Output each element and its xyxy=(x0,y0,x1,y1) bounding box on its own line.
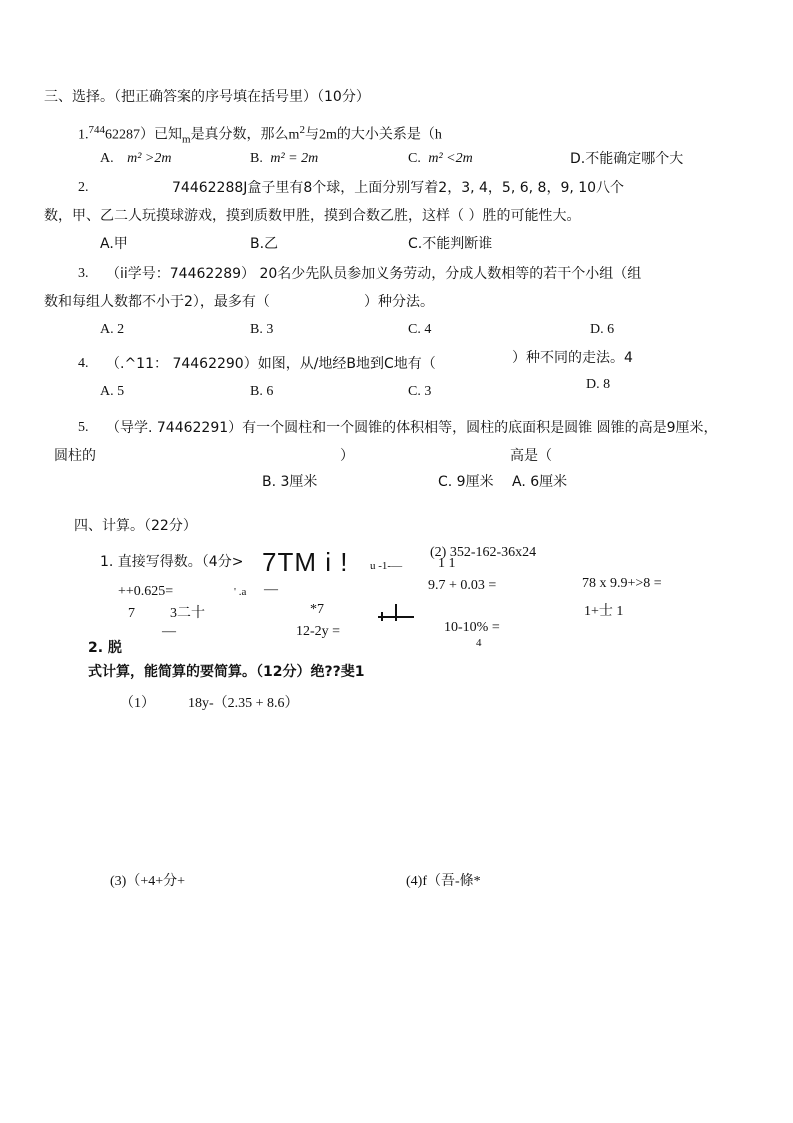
calc-row3-c: 10-10% = xyxy=(444,620,500,635)
q1-sup2: 2 xyxy=(299,124,305,136)
q4-option-b: B. 6 xyxy=(250,384,274,399)
q5-number: 5. xyxy=(78,420,89,435)
calc-row3-tick: 4 xyxy=(476,637,482,649)
q4-option-a: A. 5 xyxy=(100,384,125,399)
part2-instruction: 式计算，能简算的要简算。（12分）绝??斐1 xyxy=(88,664,365,680)
q4-option-d: D. 8 xyxy=(586,377,611,392)
calc-row1-c: — xyxy=(264,582,278,597)
q5-option-a: A. 6厘米 xyxy=(512,474,568,490)
q1-end: 与2m的大小关系是（h xyxy=(304,127,442,143)
q1-rest: 是真分数，那么m xyxy=(190,127,300,143)
q5-option-b: B. 3厘米 xyxy=(262,474,318,490)
calc-row1-a: ++0.625= xyxy=(118,584,174,599)
q5-option-c: C. 9厘米 xyxy=(438,474,494,490)
q2-option-a: A.甲 xyxy=(100,236,128,252)
q3-option-d: D. 6 xyxy=(590,322,615,337)
cross-mark-icon xyxy=(378,604,414,622)
q1-main: 62287）已知 xyxy=(105,127,182,143)
q4-stem-b: ）种不同的走法。4 xyxy=(512,350,633,366)
q5-stem-line2b: ） xyxy=(340,448,354,464)
part2-label: 2. 脱 xyxy=(88,640,122,656)
q3-number: 3. xyxy=(78,266,89,281)
calc-row2-c: *7 xyxy=(310,602,324,617)
q1-sup: 744 xyxy=(88,124,105,136)
q1-prefix: 1. xyxy=(78,127,89,143)
q1-option-c: C. m² <2m xyxy=(408,151,473,166)
q3-stem: （ii学号：74462289） 20名少先队员参加义务劳动，分成人数相等的若干个小组（组 xyxy=(106,266,642,282)
q3-stem-line2a: 数和每组人数都不小于2），最多有（ xyxy=(44,294,270,310)
item1-number: （1） xyxy=(120,696,155,711)
expr-q2: (2) 352-162-36x24 xyxy=(430,545,537,560)
frag-1-1: 1 1 xyxy=(438,556,456,571)
q1-option-b: B. m² = 2m xyxy=(250,151,319,166)
q5-stem: （导学. 74462291）有一个圆柱和一个圆锥的体积相等，圆柱的底面积是圆锥 圆锥的高是9厘米， xyxy=(106,420,718,436)
q3-option-b: B. 3 xyxy=(250,322,274,337)
q5-stem-line2c: 高是（ xyxy=(510,448,552,464)
q5-stem-line2a: 圆柱的 xyxy=(54,448,96,464)
garbled-small-text: u -1-— xyxy=(370,560,403,572)
calc-row2-b: 3二十 xyxy=(170,606,205,621)
q2-stem: 74462288J盒子里有8个球，上面分别写着2，3, 4，5, 6, 8，9, 10八个 xyxy=(172,180,625,196)
item1-expression: 18y-（2.35 + 8.6） xyxy=(188,696,299,711)
q4-option-c: C. 3 xyxy=(408,384,432,399)
q4-stem-a: （.^11： 74462290）如图，从/地经B地到C地有（ xyxy=(106,356,436,372)
calc-row2-a: 7 xyxy=(128,606,135,621)
q2-number: 2. xyxy=(78,180,89,195)
q2-stem-line2: 数，甲、乙二人玩摸球游戏，摸到质数甲胜，摸到合数乙胜，这样（ ）胜的可能性大。 xyxy=(44,208,581,224)
q4-number: 4. xyxy=(78,356,89,371)
q3-option-a: A. 2 xyxy=(100,322,125,337)
calc-row1-b: ' .a xyxy=(234,586,247,598)
part1-label: 1. 直接写得数。（4分> xyxy=(100,554,244,570)
item4-expression: (4)f（吾-條* xyxy=(406,874,481,889)
q1-stem xyxy=(78,124,442,145)
calc-row3-b: 12-2y = xyxy=(296,624,341,639)
q3-option-c: C. 4 xyxy=(408,322,432,337)
calc-row1-d: 9.7 + 0.03 = xyxy=(428,578,497,593)
section-3-heading: 三、选择。（把正确答案的序号填在括号里）（10分） xyxy=(44,89,370,105)
calc-row3-a: — xyxy=(162,624,176,639)
q2-option-c: C.不能判断谁 xyxy=(408,236,493,252)
q1-option-d: D.不能确定哪个大 xyxy=(570,151,684,167)
q1-option-a: A. m² >2m xyxy=(100,151,172,166)
calc-row1-e: 78 x 9.9+>8 = xyxy=(582,576,662,591)
calc-row2-d: 1+士 1 xyxy=(584,604,624,619)
q1-sub: m xyxy=(182,133,191,146)
item3-expression: (3)（+4+分+ xyxy=(110,874,186,889)
q2-option-b: B.乙 xyxy=(250,236,279,252)
garbled-large-text: 7TM i ! xyxy=(262,547,349,577)
section-4-heading: 四、计算。（22分） xyxy=(74,518,197,534)
q3-stem-line2b: ）种分法。 xyxy=(364,294,434,310)
